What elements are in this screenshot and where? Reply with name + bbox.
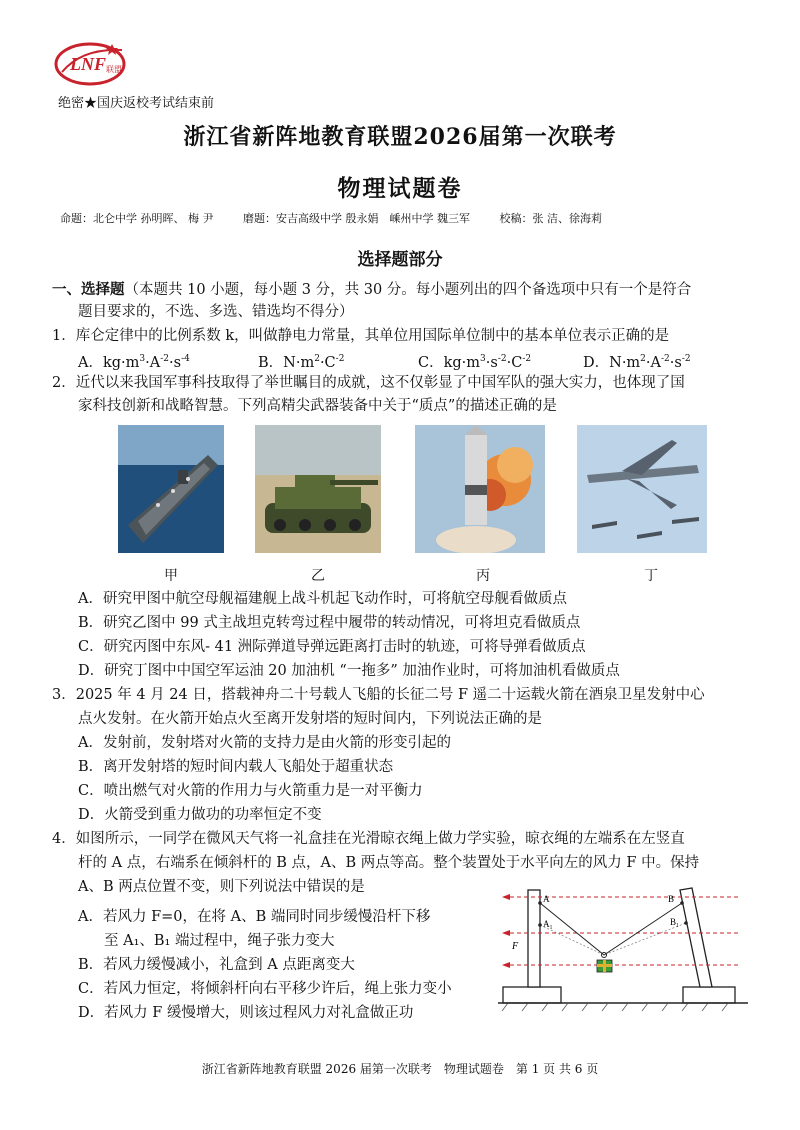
- label-a1: A₁: [543, 919, 553, 929]
- image-label-ding: 丁: [644, 568, 658, 584]
- q4-stem-line3: A、B 两点位置不变，则下列说法中错误的是: [78, 879, 365, 895]
- q4-option-d: D．若风力 F 缓慢增大，则该过程风力对礼盒做正功: [78, 1005, 414, 1021]
- q1-option-b: B．$N\cdot m^2\cdot C^{-2}$: [258, 354, 345, 371]
- exam-title: 浙江省新阵地教育联盟2026届第一次联考: [183, 124, 617, 150]
- part1-heading: 一、选择题: [52, 281, 125, 298]
- q1-option-c: C．$kg\cdot m^3\cdot s^{-2}\cdot C^{-2}$: [418, 354, 532, 371]
- image-label-yi: 乙: [311, 568, 325, 584]
- credits-line: [60, 210, 760, 226]
- missile-launch-image: [415, 425, 545, 553]
- credit-author: 命题：北仑中学 孙明晖、 梅 尹: [60, 212, 214, 225]
- q2-option-d: D．研究丁图中中国空军运油 20 加油机 “一拖多” 加油作业时，可将加油机看做质点: [78, 663, 620, 679]
- page-footer: 浙江省新阵地教育联盟 2026 届第一次联考 物理试题卷 第 1 页 共 6 页: [201, 1062, 599, 1076]
- q3-option-c: C．喷出燃气对火箭的作用力与火箭重力是一对平衡力: [78, 783, 423, 799]
- q2-stem-line2: 家科技创新和战略智慧。下列高精尖武器装备中关于“质点”的描述正确的是: [78, 398, 557, 414]
- q2-option-c: C．研究丙图中东风- 41 洲际弹道导弹远距离打击时的轨迹，可将导弹看做质点: [78, 639, 586, 655]
- q2-stem-line1: 2．近代以来我国军事科技取得了举世瞩目的成就，这不仅彰显了中国军队的强大实力，也体现了国: [52, 375, 685, 391]
- q4-stem-line2: 杆的 A 点，右端系在倾斜杆的 B 点，A、B 两点等高。整个装置处于水平向左的风力 F 中。保持: [78, 855, 700, 871]
- aircraft-carrier-image: [118, 425, 224, 553]
- label-b1: B₁: [670, 917, 680, 927]
- q4-clothesline-diagram: [498, 885, 748, 1015]
- q2-option-a: A．研究甲图中航空母舰福建舰上战斗机起飞动作时，可将航空母舰看做质点: [78, 591, 567, 607]
- q4-option-a-cont: 至 A₁、B₁ 端过程中，绳子张力变大: [104, 933, 335, 949]
- q3-option-d: D．火箭受到重力做功的功率恒定不变: [78, 807, 322, 823]
- part1-intro-line1: [52, 278, 691, 302]
- secret-line: 绝密★国庆返校考试结束前: [58, 96, 215, 111]
- label-a: A: [543, 894, 550, 904]
- q3-stem-line2: 点火发射。在火箭开始点火至离开发射塔的短时间内，下列说法正确的是: [78, 711, 542, 727]
- label-b: B: [668, 894, 675, 904]
- label-f: F: [512, 941, 519, 952]
- tanker-aircraft-image: [577, 425, 707, 553]
- part1-intro-text: （本题共 10 小题，每小题 3 分，共 30 分。每小题列出的四个备选项中只有一个是符合: [124, 282, 692, 298]
- credit-reviewer: 磨题：安吉高级中学 殷永娟 嵊州中学 魏三军: [243, 212, 470, 225]
- part1-intro-line2: 题目要求的，不选、多选、错选均不得分）: [78, 304, 354, 320]
- q4-option-a: A．若风力 F=0，在将 A、B 端同时同步缓慢沿杆下移: [78, 909, 431, 925]
- tank-image: [255, 425, 381, 553]
- lnf-logo: [52, 38, 132, 88]
- q1-option-d: D．$N\cdot m^2\cdot A^{-2}\cdot s^{-2}$: [583, 354, 691, 371]
- q4-option-c: C．若风力恒定，将倾斜杆向右平移少许后，绳上张力变小: [78, 981, 452, 997]
- image-label-bing: 丙: [476, 568, 490, 584]
- svg-text:联盟: 联盟: [106, 65, 122, 74]
- q3-stem-line1: 3．2025 年 4 月 24 日，搭载神舟二十号载人飞船的长征二号 F 遥二十运载火箭在酒泉卫星发射中心: [52, 687, 705, 703]
- q4-option-b: B．若风力缓慢减小，礼盒到 A 点距离变大: [78, 957, 355, 973]
- q3-option-b: B．离开发射塔的短时间内载人飞船处于超重状态: [78, 759, 394, 775]
- q1-options: [78, 348, 778, 371]
- q1-stem: 1．库仑定律中的比例系数 k，叫做静电力常量，其单位用国际单位制中的基本单位表示正确的是: [52, 328, 670, 344]
- image-label-jia: 甲: [164, 568, 178, 584]
- q4-stem-line1: 4．如图所示，一同学在微风天气将一礼盒挂在光滑晾衣绳上做力学实验，晾衣绳的左端系在左竖直: [52, 831, 685, 847]
- q3-option-a: A．发射前，发射塔对火箭的支持力是由火箭的形变引起的: [78, 735, 451, 751]
- exam-subtitle: 物理试题卷: [337, 175, 463, 202]
- section-title: 选择题部分: [357, 250, 443, 270]
- q1-option-a: A．$kg\cdot m^3\cdot A^{-2}\cdot s^{-4}$: [78, 354, 190, 371]
- svg-text:LNF: LNF: [70, 54, 106, 74]
- q2-option-b: B．研究乙图中 99 式主战坦克转弯过程中履带的转动情况，可将坦克看做质点: [78, 615, 581, 631]
- credit-proofreader: 校稿：张 洁、徐海莉: [499, 212, 602, 225]
